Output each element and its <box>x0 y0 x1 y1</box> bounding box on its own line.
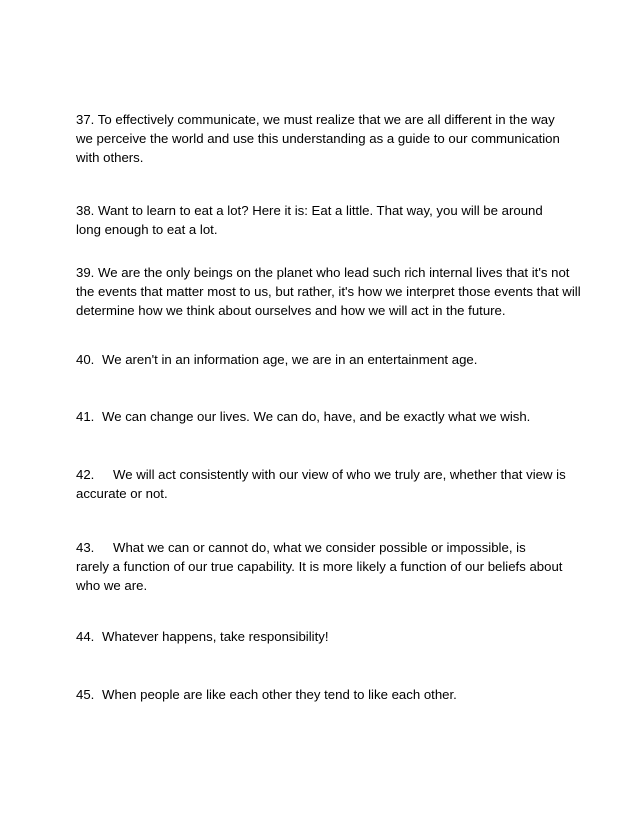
list-item-line: with others. <box>76 150 144 165</box>
list-item-line: we perceive the world and use this understanding as a guide to our communication <box>76 131 560 146</box>
list-item-line: accurate or not. <box>76 486 168 501</box>
item-number: 45. <box>76 687 95 702</box>
list-item-line: long enough to eat a lot. <box>76 222 218 237</box>
list-item-39 <box>76 263 581 320</box>
item-text: Whatever happens, take responsibility! <box>102 629 329 644</box>
list-item-line <box>76 201 576 220</box>
list-item-42 <box>76 465 576 503</box>
list-item-line <box>76 538 576 557</box>
list-item-line <box>76 263 576 282</box>
item-number: 38. <box>76 203 95 218</box>
list-item-37 <box>76 110 576 167</box>
item-number: 40. <box>76 352 95 367</box>
item-number: 41. <box>76 409 95 424</box>
list-item-line <box>76 110 576 129</box>
list-item-line <box>76 685 576 704</box>
item-text: We will act consistently with our view of who we truly are, whether that view is <box>113 467 566 482</box>
list-item-44 <box>76 627 576 646</box>
item-number: 39. <box>76 265 95 280</box>
item-text: We aren't in an information age, we are in an entertainment age. <box>102 352 478 367</box>
item-text: When people are like each other they tend to like each other. <box>102 687 457 702</box>
list-item-line: rarely a function of our true capability. It is more likely a function of our beliefs about <box>76 559 563 574</box>
item-number: 44. <box>76 629 95 644</box>
list-item-line <box>76 350 576 369</box>
list-item-line: determine how we think about ourselves and how we will act in the future. <box>76 303 506 318</box>
list-item-line: who we are. <box>76 578 148 593</box>
list-item-43 <box>76 538 576 595</box>
list-item-41 <box>76 407 576 426</box>
list-item-38 <box>76 201 576 239</box>
item-text: To effectively communicate, we must realize that we are all different in the way <box>97 112 555 127</box>
list-item-line: the events that matter most to us, but rather, it's how we interpret those events that will <box>76 284 581 299</box>
list-item-line <box>76 627 576 646</box>
item-text: Want to learn to eat a lot? Here it is: Eat a little. That way, you will be around <box>98 203 543 218</box>
item-number: 43. <box>76 540 95 555</box>
item-number: 37. <box>76 112 95 127</box>
list-item-40 <box>76 350 576 369</box>
item-text: We are the only beings on the planet who lead such rich internal lives that it's not <box>98 265 570 280</box>
list-item-45 <box>76 685 576 704</box>
item-number: 42. <box>76 467 95 482</box>
item-text: What we can or cannot do, what we consider possible or impossible, is <box>113 540 526 555</box>
list-item-line <box>76 465 576 484</box>
list-item-line <box>76 407 576 426</box>
item-text: We can change our lives. We can do, have, and be exactly what we wish. <box>102 409 531 424</box>
